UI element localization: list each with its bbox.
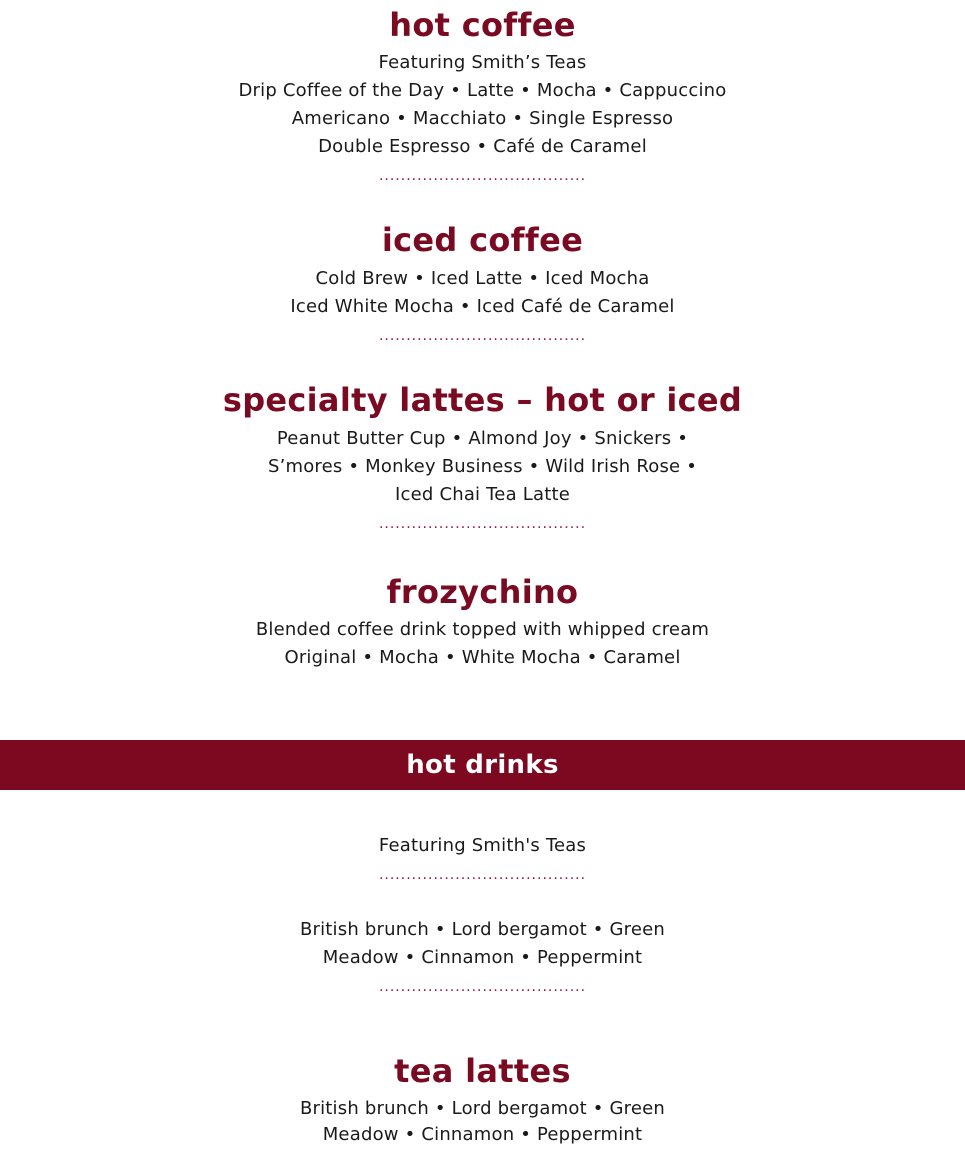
hot-drinks-line: British brunch • Lord bergamot • Green [299,919,666,940]
hot-coffee-line: Drip Coffee of the Day • Latte • Mocha • Cappuccino [238,80,727,101]
hot-coffee-line: Americano • Macchiato • Single Espresso [291,108,674,129]
tea-lattes-line: British brunch • Lord bergamot • Green [299,1098,666,1119]
specialty-lattes-line: Iced Chai Tea Latte [395,484,570,505]
frozychino-line: Original • Mocha • White Mocha • Caramel [284,647,681,668]
tea-lattes-heading: tea lattes [394,1052,571,1090]
dotted-separator: ...................................... [378,168,587,184]
dotted-separator: ...................................... [378,328,587,344]
specialty-lattes-line: Peanut Butter Cup • Almond Joy • Snickers • [276,428,689,449]
dotted-separator: ...................................... [378,979,587,995]
dotted-separator: ...................................... [378,867,587,883]
hot-drinks-line: Meadow • Cinnamon • Peppermint [322,947,643,968]
specialty-lattes-line: S’mores • Monkey Business • Wild Irish Rose • [267,456,698,477]
iced-coffee-line: Cold Brew • Iced Latte • Iced Mocha [315,268,650,289]
frozychino-heading: frozychino [386,573,579,611]
hot-coffee-heading: hot coffee [389,6,576,44]
hot-coffee-line: Featuring Smith’s Teas [378,52,587,73]
hot-drinks-banner [0,740,965,790]
hot-drinks-intro: Featuring Smith's Teas [378,835,587,856]
frozychino-line: Blended coffee drink topped with whipped cream [255,619,710,640]
iced-coffee-line: Iced White Mocha • Iced Café de Caramel [290,296,675,317]
iced-coffee-heading: iced coffee [381,221,584,259]
specialty-lattes-heading: specialty lattes – hot or iced [222,381,743,419]
hot-coffee-line: Double Espresso • Café de Caramel [318,136,647,157]
tea-lattes-line: Meadow • Cinnamon • Peppermint [322,1124,643,1145]
dotted-separator: ...................................... [378,516,587,532]
hot-drinks-heading: hot drinks [406,750,559,780]
